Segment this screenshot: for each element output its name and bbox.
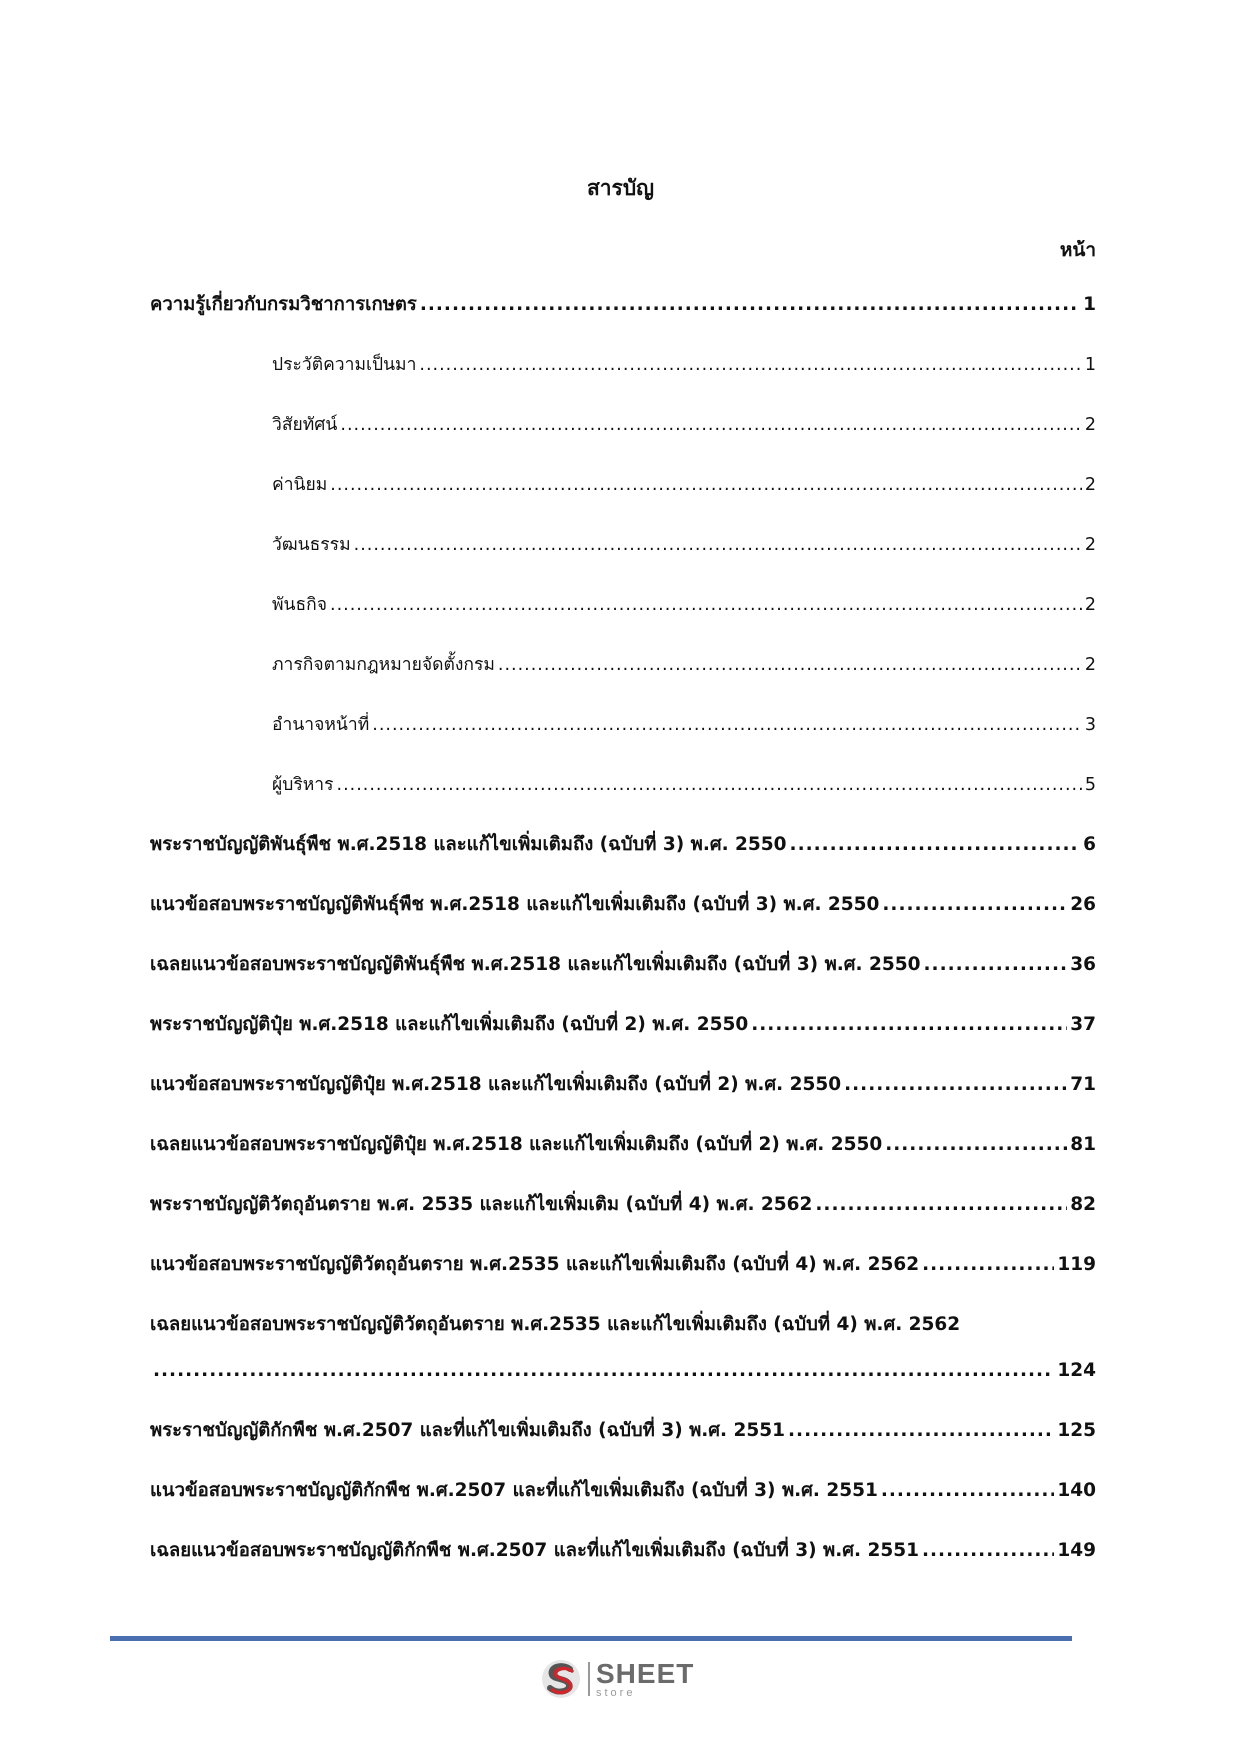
dot-leader (372, 712, 1082, 738)
logo-subtext: store (596, 1686, 636, 1699)
page-title: สารบัญ (586, 176, 655, 200)
footer-logo (540, 1658, 694, 1700)
toc-subentry[interactable] (272, 592, 1096, 618)
toc-subentry[interactable] (272, 352, 1096, 378)
toc-entry-label[interactable] (150, 1312, 1096, 1338)
toc-page-number: 2 (1084, 535, 1096, 555)
dot-leader (788, 1418, 1054, 1444)
toc-entry-title: พระราชบัญญัติวัตถุอันตราย พ.ศ. 2535 และแก้ไขเพิ่มเติม (ฉบับที่ 4) พ.ศ. 2562 (150, 1194, 813, 1215)
dot-leader (885, 1132, 1067, 1158)
toc-entry[interactable] (150, 1538, 1096, 1564)
toc-page-number: 2 (1084, 595, 1096, 615)
toc-entry-title: แนวข้อสอบพระราชบัญญัติปุ๋ย พ.ศ.2518 และแก้ไขเพิ่มเติมถึง (ฉบับที่ 2) พ.ศ. 2550 (150, 1074, 842, 1095)
toc-page-number: 82 (1070, 1194, 1096, 1215)
toc-entry-title: พระราชบัญญัติพันธุ์พืช พ.ศ.2518 และแก้ไขเพิ่มเติมถึง (ฉบับที่ 3) พ.ศ. 2550 (150, 834, 787, 855)
toc-entry-title: ค่านิยม (272, 475, 328, 495)
dot-leader (330, 472, 1082, 498)
toc-entry-title: วิสัยทัศน์ (272, 415, 338, 435)
toc-entry[interactable] (150, 832, 1096, 858)
toc-subentry[interactable] (272, 412, 1096, 438)
toc-entry[interactable] (150, 1192, 1096, 1218)
toc-entry-title: ความรู้เกี่ยวกับกรมวิชาการเกษตร (150, 294, 417, 315)
dot-leader (153, 1358, 1054, 1384)
toc-page-number: 3 (1084, 715, 1096, 735)
toc-subentry[interactable] (272, 712, 1096, 738)
toc-entry[interactable] (150, 1072, 1096, 1098)
toc-entry[interactable] (150, 1012, 1096, 1038)
toc-subentry[interactable] (272, 772, 1096, 798)
toc-page-number: 140 (1057, 1480, 1096, 1501)
toc-page-number: 125 (1057, 1420, 1096, 1441)
logo-text-group (596, 1657, 695, 1699)
dot-leader (815, 1192, 1067, 1218)
logo-text: SHEET (596, 1657, 695, 1689)
toc-entry-title: พระราชบัญญัติปุ๋ย พ.ศ.2518 และแก้ไขเพิ่มเติมถึง (ฉบับที่ 2) พ.ศ. 2550 (150, 1014, 749, 1035)
dot-leader (924, 952, 1068, 978)
toc-page-number: 2 (1084, 655, 1096, 675)
toc-page-number: 119 (1057, 1254, 1096, 1275)
footer-divider (110, 1636, 1072, 1641)
toc-entry-title: พระราชบัญญัติกักพืช พ.ศ.2507 และที่แก้ไขเพิ่มเติมถึง (ฉบับที่ 3) พ.ศ. 2551 (150, 1420, 786, 1441)
toc-page-number: 149 (1057, 1540, 1096, 1561)
dot-leader (420, 292, 1080, 318)
dot-leader (337, 772, 1082, 798)
dot-leader (881, 1478, 1055, 1504)
toc-entry[interactable] (150, 1132, 1096, 1158)
toc-subentry[interactable] (272, 532, 1096, 558)
toc-entry[interactable] (150, 1358, 1096, 1384)
toc-entry-title: เฉลยแนวข้อสอบพระราชบัญญัติพันธุ์พืช พ.ศ.2518 และแก้ไขเพิ่มเติมถึง (ฉบับที่ 3) พ.ศ. 2550 (150, 954, 921, 975)
toc-page-number: 1 (1083, 294, 1096, 315)
toc-subentry[interactable] (272, 652, 1096, 678)
toc-entry-title: แนวข้อสอบพระราชบัญญัติวัตถุอันตราย พ.ศ.2535 และแก้ไขเพิ่มเติมถึง (ฉบับที่ 4) พ.ศ. 2562 (150, 1254, 920, 1275)
toc-entry-title: ประวัติความเป็นมา (272, 355, 417, 375)
toc-entry[interactable] (150, 892, 1096, 918)
toc-page-number: 26 (1070, 894, 1096, 915)
toc-entry[interactable] (150, 292, 1096, 318)
sheet-store-logo-icon (540, 1658, 582, 1700)
toc-entry-title: วัฒนธรรม (272, 535, 351, 555)
toc-subentry[interactable] (272, 472, 1096, 498)
logo-separator (588, 1662, 590, 1696)
toc-page-number: 124 (1057, 1360, 1096, 1381)
toc-entry[interactable] (150, 1478, 1096, 1504)
dot-leader (419, 352, 1081, 378)
toc-entry-title: ผู้บริหาร (272, 775, 334, 795)
toc-entry[interactable] (150, 952, 1096, 978)
dot-leader (498, 652, 1082, 678)
toc-entry-title: แนวข้อสอบพระราชบัญญัติพันธุ์พืช พ.ศ.2518 และแก้ไขเพิ่มเติมถึง (ฉบับที่ 3) พ.ศ. 2550 (150, 894, 880, 915)
toc-entry[interactable] (150, 1252, 1096, 1278)
page-column-header: หน้า (1059, 239, 1096, 261)
toc-entry-title: เฉลยแนวข้อสอบพระราชบัญญัติวัตถุอันตราย พ.ศ.2535 และแก้ไขเพิ่มเติมถึง (ฉบับที่ 4) พ.ศ. 2562 (150, 1314, 961, 1335)
toc-page-number: 37 (1070, 1014, 1096, 1035)
dot-leader (844, 1072, 1067, 1098)
dot-leader (922, 1252, 1054, 1278)
dot-leader (790, 832, 1081, 858)
toc-page-number: 5 (1084, 775, 1096, 795)
toc-page-number: 1 (1084, 355, 1096, 375)
toc-page-number: 6 (1083, 834, 1096, 855)
toc-page-number: 2 (1084, 415, 1096, 435)
dot-leader (922, 1538, 1054, 1564)
dot-leader (330, 592, 1082, 618)
toc-entry-title: เฉลยแนวข้อสอบพระราชบัญญัติกักพืช พ.ศ.2507 และที่แก้ไขเพิ่มเติมถึง (ฉบับที่ 3) พ.ศ. 2551 (150, 1540, 919, 1561)
toc-entry-title: พันธกิจ (272, 595, 328, 615)
dot-leader (354, 532, 1082, 558)
toc-entry[interactable] (150, 1418, 1096, 1444)
toc-page-number: 81 (1070, 1134, 1096, 1155)
toc-entry-title: อำนาจหน้าที่ (272, 715, 370, 735)
dot-leader (882, 892, 1067, 918)
toc-page-number: 71 (1070, 1074, 1096, 1095)
toc-page-number: 36 (1070, 954, 1096, 975)
toc-entry-title: เฉลยแนวข้อสอบพระราชบัญญัติปุ๋ย พ.ศ.2518 และแก้ไขเพิ่มเติมถึง (ฉบับที่ 2) พ.ศ. 2550 (150, 1134, 883, 1155)
toc-page-number: 2 (1084, 475, 1096, 495)
toc-entry-title: ภารกิจตามกฎหมายจัดตั้งกรม (272, 655, 495, 675)
dot-leader (751, 1012, 1067, 1038)
dot-leader (340, 412, 1081, 438)
toc-entry-title: แนวข้อสอบพระราชบัญญัติกักพืช พ.ศ.2507 และที่แก้ไขเพิ่มเติมถึง (ฉบับที่ 3) พ.ศ. 2551 (150, 1480, 878, 1501)
